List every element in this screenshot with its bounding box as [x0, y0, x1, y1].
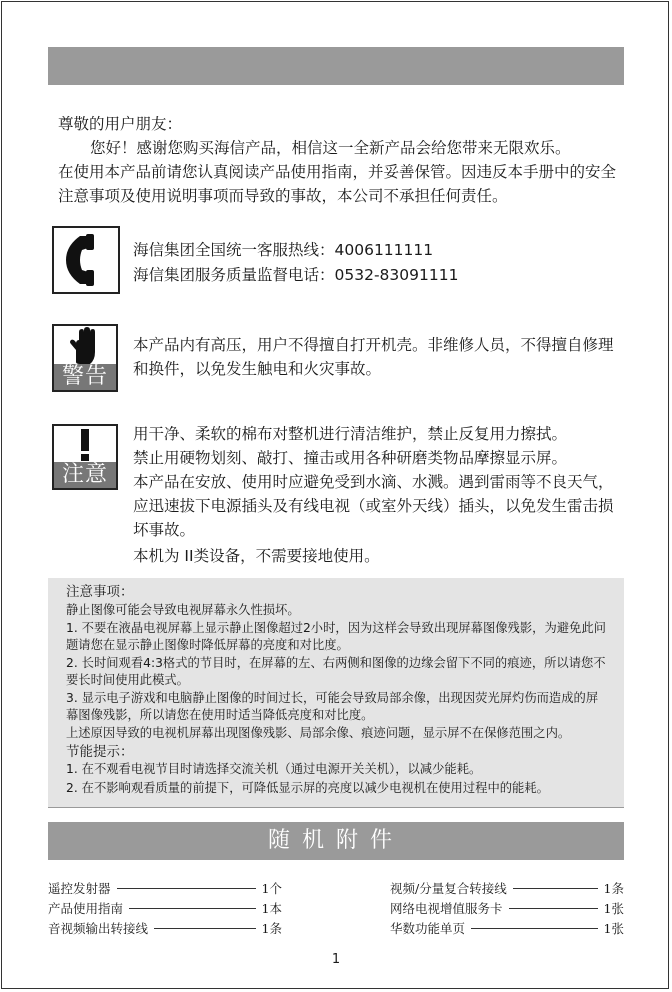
energy-item: 2. 在不影响观看质量的前提下，可降低显示屏的亮度以减少电视机在使用过程中的能耗。 [66, 780, 549, 795]
accessory-name: 遥控发射器 [48, 881, 111, 896]
accessory-name: 华数功能单页 [390, 921, 466, 936]
header-bar [48, 47, 624, 85]
warning-text: 本产品内有高压，用户不得擅自打开机壳。非维修人员，不得擅自修理和换件，以免发生触电和火灾事故。 [133, 336, 614, 378]
energy-title: 节能提示： [66, 743, 134, 760]
warning-icon-box [52, 324, 118, 392]
caution-text [133, 422, 619, 542]
accessory-name: 网络电视增值服务卡 [390, 901, 503, 916]
accessory-name: 产品使用指南 [48, 901, 124, 916]
accessory-item [48, 918, 282, 938]
accessory-item [390, 878, 624, 898]
caution-icon-box [52, 424, 118, 490]
accessory-item [48, 878, 282, 898]
hotline-block [133, 238, 613, 288]
intro-para-1: 您好！感谢您购买海信产品，相信这一全新产品会给您带来无限欢乐。 [90, 139, 571, 157]
accessory-item [48, 898, 282, 918]
accessory-qty: 1张 [603, 901, 624, 916]
accessory-name: 视频/分量复合转接线 [390, 881, 507, 896]
notice-disclaimer: 上述原因导致的电视机屏幕出现图像残影、局部余像、痕迹问题，显示屏不在保修范围之内。 [66, 726, 571, 740]
service-hotline: 海信集团全国统一客服热线：4006111111 [133, 241, 434, 259]
accessory-qty: 1张 [603, 921, 624, 936]
accessory-qty: 1条 [261, 921, 282, 936]
phone-icon [52, 226, 120, 294]
hand-stop-icon [54, 326, 116, 366]
notice-box [48, 578, 624, 808]
accessories-left-list [48, 878, 282, 938]
accessories-right-list [390, 878, 624, 938]
device-class-note: 本机为 II类设备，不需要接地使用。 [133, 547, 380, 565]
accessory-qty: 1本 [261, 901, 282, 916]
accessories-title: 随机附件 [48, 822, 624, 860]
energy-item: 1. 在不观看电视节目时请选择交流关机（通过电源开关关机），以减少能耗。 [66, 762, 482, 776]
supervision-hotline: 海信集团服务质量监督电话：0532-83091111 [133, 266, 459, 284]
notice-subtitle: 静止图像可能会导致电视屏幕永久性损坏。 [66, 602, 300, 617]
caution-line: 本产品在安放、使用时应避免受到水滴、水溅。遇到雷雨等不良天气，应迅速拔下电源插头及有线电视（或室外天线）插头，以免发生雷击损坏事故。 [133, 473, 614, 539]
caution-label: 注意 [54, 462, 116, 488]
greeting: 尊敬的用户朋友： [58, 115, 183, 133]
page-number: 1 [331, 952, 341, 967]
warning-label: 警告 [54, 364, 116, 390]
notice-item: 2. 长时间观看4:3格式的节目时，在屏幕的左、右两侧和图像的边缘会留下不同的痕迹，所以请您不要长时间使用此模式。 [66, 656, 606, 687]
accessory-item [390, 918, 624, 938]
accessory-qty: 1条 [603, 881, 624, 896]
notice-item: 1. 不要在液晶电视屏幕上显示静止图像超过2小时，因为这样会导致出现屏幕图像残影，为避免此问题请您在显示静止图像时降低屏幕的亮度和对比度。 [66, 621, 606, 652]
exclamation-icon [54, 426, 116, 464]
accessory-qty: 1个 [261, 881, 282, 896]
intro-para-2: 在使用本产品前请您认真阅读产品使用指南，并妥善保管。因违反本手册中的安全注意事项及使用说明事项而导致的事故，本公司不承担任何责任。 [58, 163, 617, 205]
accessory-item [390, 898, 624, 918]
notice-title: 注意事项： [66, 584, 134, 600]
caution-line: 禁止用硬物划刻、敲打、撞击或用各种研磨类物品摩擦显示屏。 [133, 449, 568, 467]
intro-section [58, 112, 618, 208]
notice-item: 3. 显示电子游戏和电脑静止图像的时间过长，可能会导致局部余像，出现因荧光屏灼伤而造成的屏幕图像残影，所以请您在使用时适当降低亮度和对比度。 [66, 691, 599, 722]
caution-line: 用干净、柔软的棉布对整机进行清洁维护，禁止反复用力擦拭。 [133, 425, 568, 443]
accessory-name: 音视频输出转接线 [48, 921, 149, 936]
